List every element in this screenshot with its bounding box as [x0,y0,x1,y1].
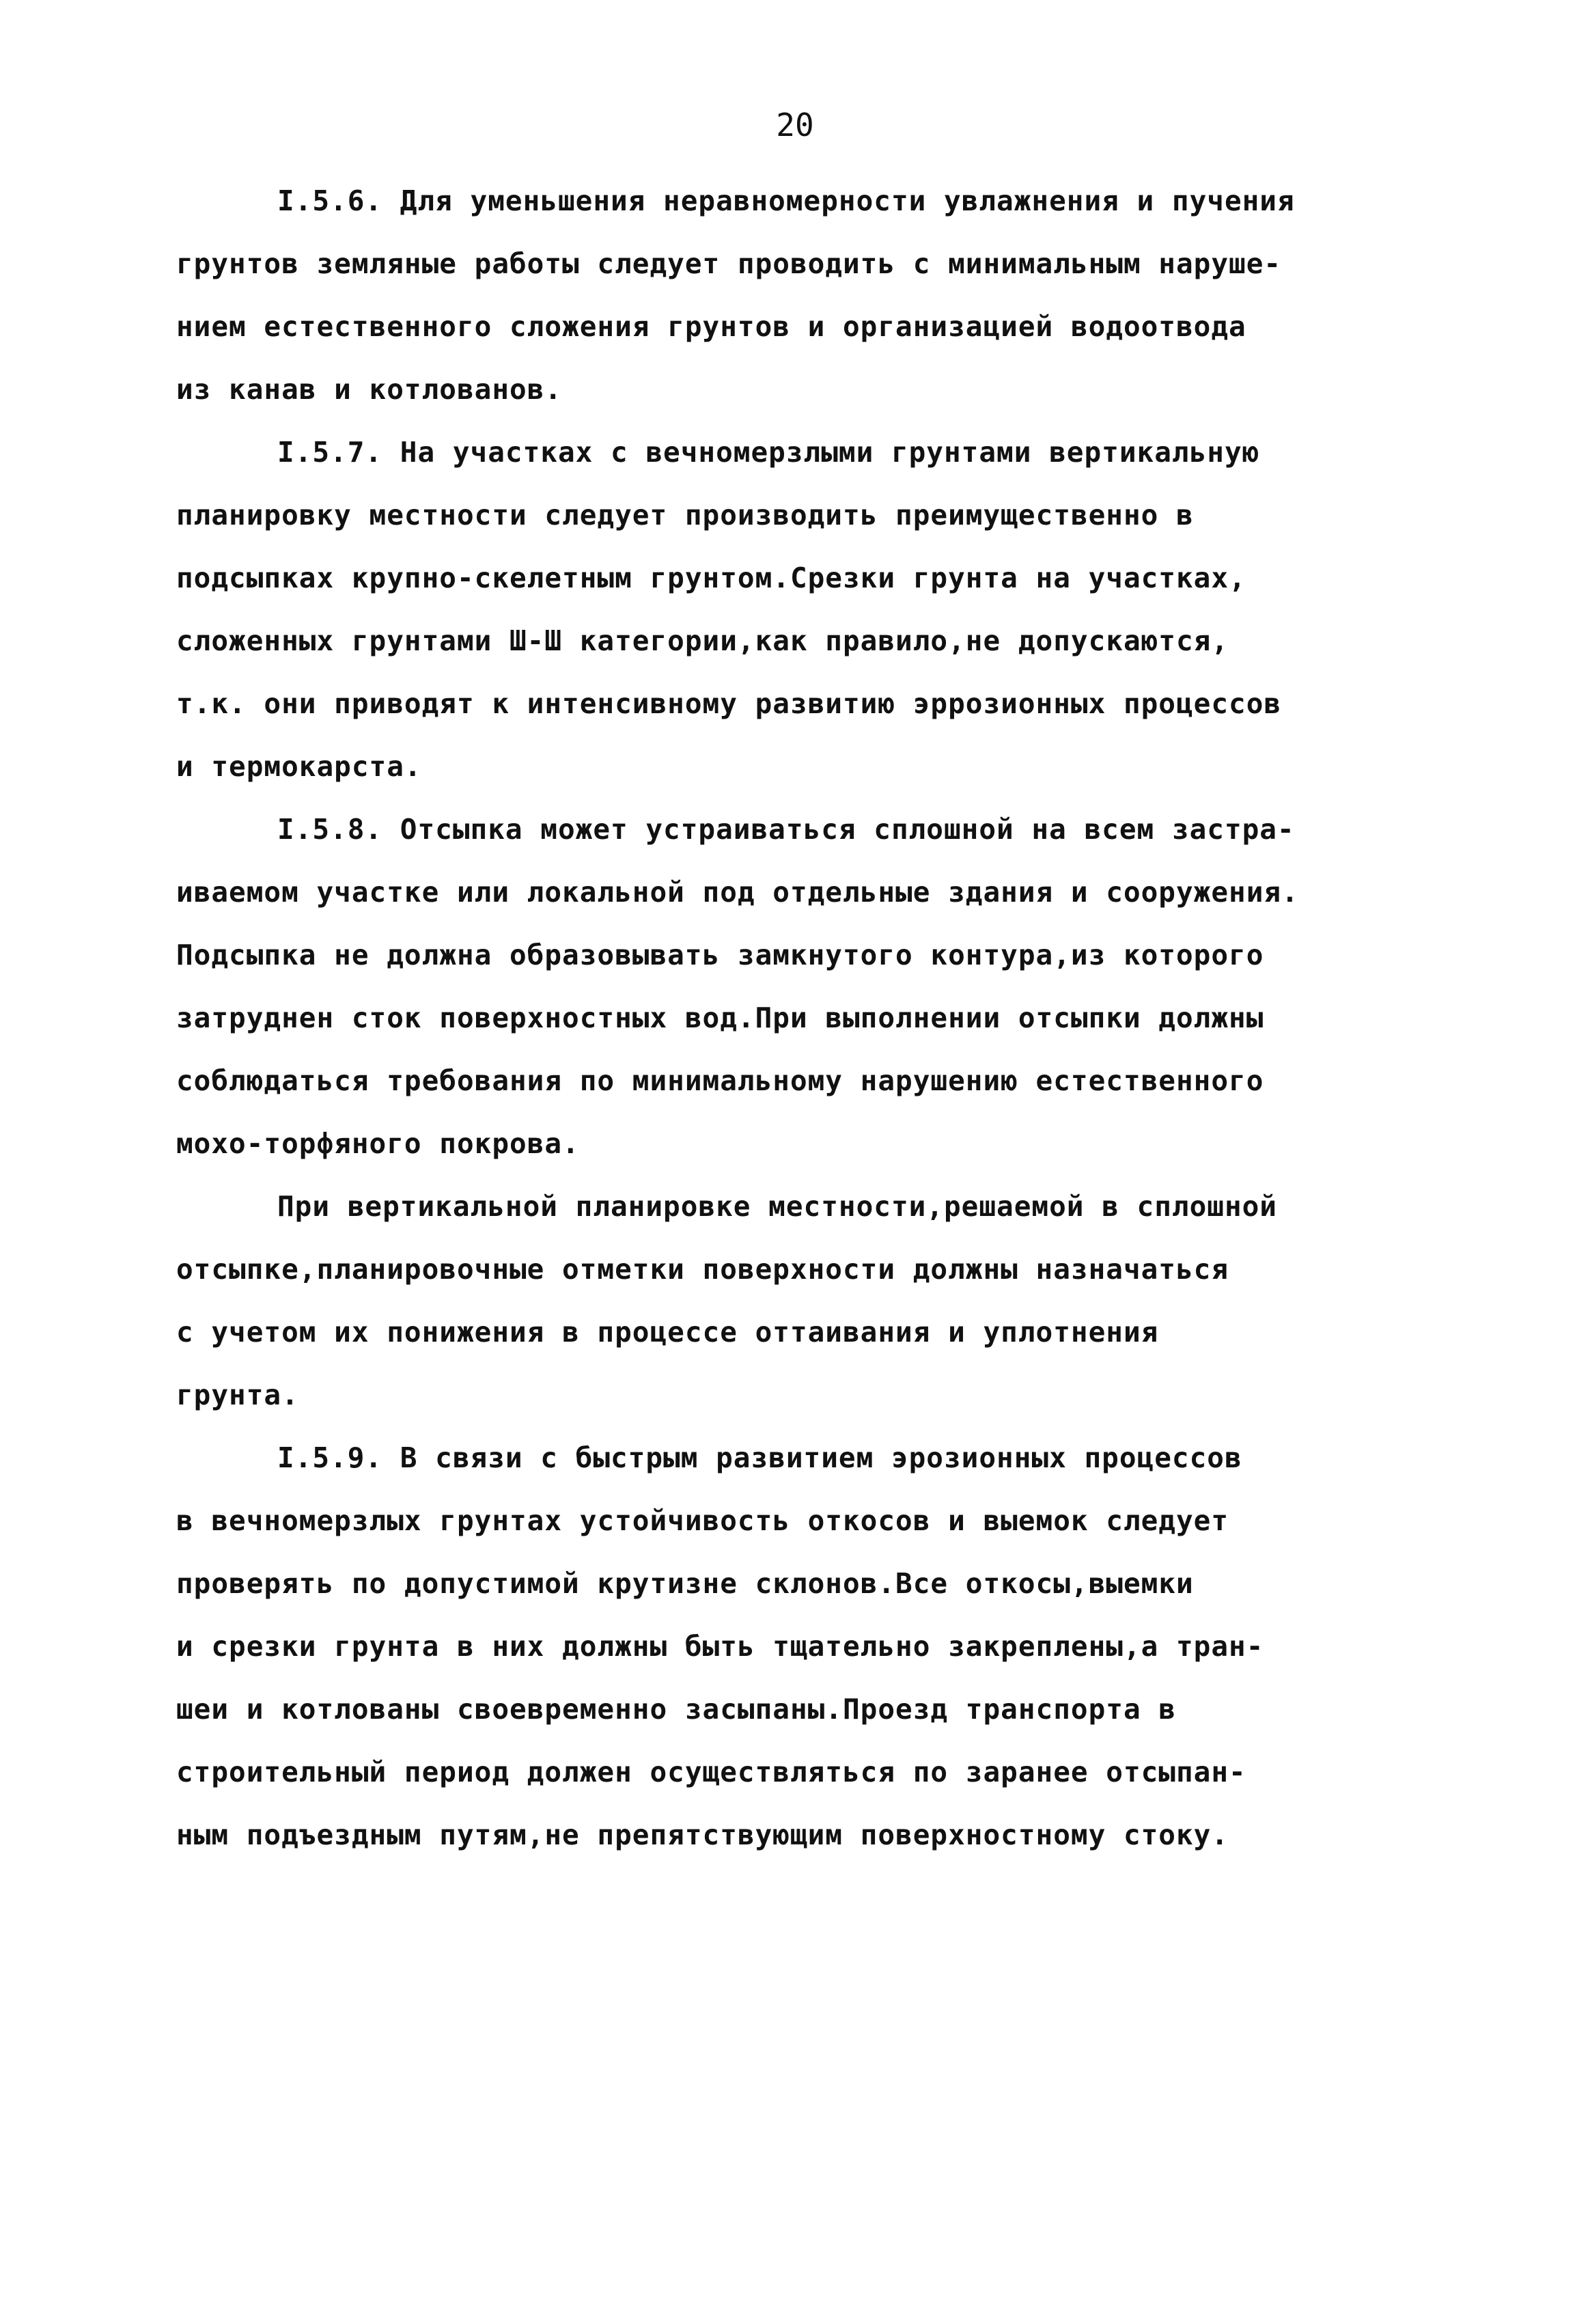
paragraph-line: соблюдаться требования по минимальному нарушению естественного [176,1064,1264,1097]
paragraph-line: отсыпке,планировочные отметки поверхности должны назначаться [176,1253,1229,1286]
paragraph-line: мохо-торфяного покрова. [176,1127,580,1160]
paragraph-line: т.к. они приводят к интенсивному развитию эррозионных процессов [176,687,1282,720]
paragraph-line: с учетом их понижения в процессе оттаивания и уплотнения [176,1316,1159,1348]
paragraph-line: строительный период должен осуществляться по заранее отсыпан- [176,1756,1246,1788]
paragraph-line: шеи и котлованы своевременно засыпаны.Проезд транспорта в [176,1693,1176,1726]
paragraph-line: из канав и котлованов. [176,373,563,406]
paragraph-line: нием естественного сложения грунтов и организацией водоотвода [176,310,1246,343]
paragraph-1-5-9 [176,1426,1460,1866]
paragraph-line: сложенных грунтами Ш-Ш категории,как правило,не допускаются, [176,624,1229,657]
paragraph-line: I.5.9. В связи с быстрым развитием эрозионных процессов [277,1441,1242,1474]
paragraph-line: При вертикальной планировке местности,решаемой в сплошной [277,1190,1277,1223]
paragraph-line: и термокарста. [176,750,422,783]
paragraph-line: грунтов земляные работы следует проводить с минимальным наруше- [176,247,1282,280]
paragraph-line: иваемом участке или локальной под отдельные здания и сооружения. [176,876,1299,909]
paragraph-line: грунта. [176,1379,299,1411]
paragraph-line: планировку местности следует производить преимущественно в [176,499,1194,531]
paragraph-1-5-8-continuation [176,1175,1460,1426]
paragraph-line: I.5.8. Отсыпка может устраиваться сплошной на всем застра- [277,813,1295,846]
paragraph-line: и срезки грунта в них должны быть тщательно закреплены,а тран- [176,1630,1264,1663]
paragraph-line: I.5.7. На участках с вечномерзлыми грунтами вертикальную [277,436,1260,469]
paragraph-line: ным подъездным путям,не препятствующим поверхностному стоку. [176,1818,1229,1851]
paragraph-line: Подсыпка не должна образовывать замкнутого контура,из которого [176,939,1264,971]
paragraph-line: в вечномерзлых грунтах устойчивость откосов и выемок следует [176,1504,1229,1537]
document-body [176,169,1460,1866]
paragraph-1-5-8 [176,798,1460,1175]
paragraph-line: подсыпках крупно-скелетным грунтом.Срезки грунта на участках, [176,562,1246,594]
paragraph-line: проверять по допустимой крутизне склонов.Все откосы,выемки [176,1567,1194,1600]
paragraph-line: затруднен сток поверхностных вод.При выполнении отсыпки должны [176,1001,1264,1034]
paragraph-line: I.5.6. Для уменьшения неравномерности увлажнения и пучения [277,184,1295,217]
paragraph-1-5-6 [176,169,1460,421]
paragraph-1-5-7 [176,421,1460,798]
page-number: 20 [776,107,814,143]
